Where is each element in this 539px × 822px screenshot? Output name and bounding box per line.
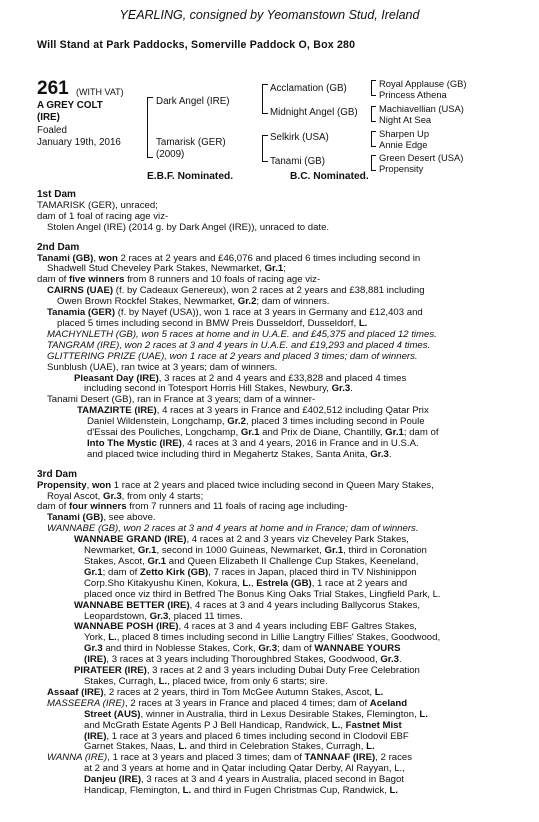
third-dam-line: WANNABE BETTER (IRE), 4 races at 3 and 4 years including Ballycorus Stakes,: [74, 599, 421, 611]
pedigree-ss: Acclamation (GB): [270, 83, 347, 94]
second-dam-line: dam of five winners from 8 runners and 10 foals of racing age viz-: [37, 274, 321, 286]
bc-nominated: B.C. Nominated.: [290, 171, 369, 182]
third-dam-line: Street (AUS), winner in Australia, third in Lexus Desirable Stakes, Flemington, L.: [84, 708, 428, 720]
pedigree-brace-dd: [371, 155, 376, 171]
second-dam-line: Shadwell Stud Cheveley Park Stakes, Newmarket, Gr.1;: [47, 263, 286, 275]
third-dam-line: Corp.Sho Kitakyushu Kinen, Kokura, L., Estrela (GB), 1 race at 2 years and: [84, 577, 408, 589]
foaled-label: Foaled: [37, 125, 67, 136]
pedigree-sss: Royal Applause (GB): [379, 78, 467, 89]
pedigree-sire: Dark Angel (IRE): [156, 96, 230, 107]
pedigree-brace-sd: [371, 106, 376, 122]
first-dam-line: TAMARISK (GER), unraced;: [37, 199, 158, 211]
second-dam-heading: 2nd Dam: [37, 241, 80, 253]
third-dam-line: WANNA (IRE), 1 race at 3 years and placed 3 times; dam of TANNAAF (IRE), 2 races: [47, 752, 413, 764]
third-dam-line: Stakes, Curragh, L., placed twice, from only 6 starts; sire.: [84, 675, 328, 687]
third-dam-line: Handicap, Flemington, L. and third in Fugen Christmas Cup, Randwick, L.: [84, 785, 399, 797]
second-dam-line: placed 5 times including second in BMW Preis Dusseldorf, Dusseldorf, L.: [57, 317, 368, 329]
third-dam-line: Garnet Stakes, Naas, L. and third in Celebration Stakes, Curragh, L.: [84, 741, 375, 753]
lot-number: 261: [37, 78, 69, 99]
third-dam-line: Propensity, won 1 race at 2 years and placed twice including second in Queen Mary Stakes,: [37, 479, 434, 491]
pedigree-sd: Midnight Angel (GB): [270, 107, 358, 118]
pedigree-dds: Green Desert (USA): [379, 152, 464, 163]
third-dam-line: placed once viz third in Betfred The Bonus King Oaks Trial Stakes, Lingfield Park, L.: [84, 588, 441, 600]
third-dam-line: (IRE), 3 races at 3 years including Thoroughbred Stakes, Goodwood, Gr.3.: [84, 654, 402, 666]
pedigree-brace-ss: [371, 80, 376, 96]
pedigree-brace-main: [147, 97, 153, 158]
second-dam-line: and placed twice including third in Megahertz Stakes, Santa Anita, Gr.3.: [87, 448, 392, 460]
third-dam-line: Leopardstown, Gr.3, placed 11 times.: [84, 610, 243, 622]
second-dam-line: Pleasant Day (IRE), 3 races at 2 and 4 years and £33,828 and placed 4 times: [74, 372, 407, 384]
first-dam-line: Stolen Angel (IRE) (2014 g. by Dark Angel (IRE)), unraced to date.: [47, 221, 330, 233]
third-dam-line: and McGrath Estate Agents P J Bell Handicap, Randwick, L., Fastnet Mist: [84, 719, 402, 731]
second-dam-line: Tanamia (GER) (f. by Nayef (USA)), won 1 race at 3 years in Germany and £12,403 and: [47, 307, 423, 319]
pedigree-dss: Sharpen Up: [379, 128, 430, 139]
pedigree-dam-year: (2009): [156, 149, 185, 160]
second-dam-line: Tanami Desert (GB), ran in France at 3 years; dam of a winner-: [47, 394, 316, 406]
pedigree-brace-dam: [262, 135, 268, 162]
third-dam-line: Gr.3 and third in Noblesse Stakes, Cork, Gr.3; dam of WANNABE YOURS: [84, 643, 401, 655]
third-dam-line: WANNABE GRAND (IRE), 4 races at 2 and 3 years viz Cheveley Park Stakes,: [74, 534, 409, 546]
third-dam-line: (IRE), 1 race at 3 years and placed 6 times including second in Clodovil EBF: [84, 730, 409, 742]
third-dam-heading: 3rd Dam: [37, 468, 78, 480]
pedigree-ssd: Princess Athena: [379, 89, 447, 100]
second-dam-line: Tanami (GB), won 2 races at 2 years and £46,076 and placed 6 times including second in: [37, 252, 421, 264]
second-dam-line: TANGRAM (IRE), won 2 races at 3 and 4 years in U.A.E. and £19,293 and placed 4 times.: [47, 339, 431, 351]
third-dam-line: WANNABE POSH (IRE), 4 races at 3 and 4 years including EBF Galtres Stakes,: [74, 621, 417, 633]
pedigree-brace-sire: [262, 84, 268, 114]
second-dam-line: TAMAZIRTE (IRE), 4 races at 3 years in France and £402,512 including Qatar Prix: [77, 405, 429, 417]
catalogue-body: [37, 190, 527, 797]
second-dam-line: including second in Totesport Horris Hill Stakes, Newbury, Gr.3.: [84, 383, 353, 395]
pedigree-sdd: Night At Sea: [379, 114, 432, 125]
lot-description-origin: (IRE): [37, 112, 60, 123]
second-dam-line: d'Essai des Pouliches, Longchamp, Gr.1 and Prix de Diane, Chantilly, Gr.1; dam of: [87, 427, 439, 439]
third-dam-line: Newmarket, Gr.1, second in 1000 Guineas, Newmarket, Gr.1, third in Coronation: [84, 545, 427, 557]
first-dam-line: dam of 1 foal of racing age viz-: [37, 210, 169, 222]
third-dam-line: MASSEERA (IRE), 2 races at 3 years in France and placed 4 times; dam of Aceland: [47, 697, 408, 709]
page-header: YEARLING, consigned by Yeomanstown Stud, Ireland: [119, 8, 420, 22]
third-dam-line: Tanami (GB), see above.: [47, 512, 156, 524]
pedigree-ds: Selkirk (USA): [270, 132, 329, 143]
second-dam-line: MACHYNLETH (GB), won 5 races at home and in U.A.E. and £45,375 and placed 12 times.: [47, 328, 437, 340]
third-dam-line: Assaaf (IRE), 2 races at 2 years, third in Tom McGee Autumn Stakes, Ascot, L.: [47, 686, 384, 698]
vat-note: (WITH VAT): [76, 87, 124, 97]
second-dam-line: Daniel Wildenstein, Longchamp, Gr.2, placed 3 times including second in Poule: [87, 416, 425, 428]
third-dam-line: dam of four winners from 7 runners and 11 foals of racing age including-: [37, 501, 348, 513]
second-dam-line: Owen Brown Rockfel Stakes, Newmarket, Gr.2; dam of winners.: [57, 296, 330, 308]
second-dam-line: Sunblush (UAE), ran twice at 3 years; dam of winners.: [47, 361, 278, 373]
third-dam-line: Royal Ascot, Gr.3, from only 4 starts;: [47, 490, 204, 502]
third-dam-line: at 2 and 3 years at home and in Qatar including Qatar Derby, Al Rayyan, L.,: [84, 763, 405, 775]
first-dam-heading: 1st Dam: [37, 189, 76, 200]
foaled-date: January 19th, 2016: [37, 137, 121, 148]
ebf-nominated: E.B.F. Nominated.: [147, 171, 234, 182]
pedigree-sds: Machiavellian (USA): [379, 103, 464, 114]
pedigree-ddd: Propensity: [379, 163, 424, 174]
third-dam-line: Stakes, Ascot, Gr.1 and Queen Elizabeth II Challenge Cup Stakes, Keeneland,: [84, 556, 419, 567]
stand-location: Will Stand at Park Paddocks, Somerville Paddock O, Box 280: [37, 39, 356, 51]
second-dam-line: GLITTERING PRIZE (UAE), won 1 race at 2 years and placed 3 times; dam of winners.: [47, 350, 418, 362]
pedigree-dd: Tanami (GB): [270, 156, 325, 167]
third-dam-line: Danjeu (IRE), 3 races at 3 and 4 years in Australia, placed second in Bagot: [84, 774, 404, 786]
second-dam-line: CAIRNS (UAE) (f. by Cadeaux Genereux), won 2 races at 2 years and £38,881 including: [47, 285, 425, 297]
third-dam-line: Gr.1; dam of Zetto Kirk (GB), 7 races in Japan, placed third in TV Nishinippon: [84, 566, 417, 578]
lot-description: A GREY COLT: [37, 100, 103, 111]
pedigree-brace-ds: [371, 131, 376, 147]
second-dam-line: Into The Mystic (IRE), 4 races at 3 and 4 years, 2016 in France and in U.S.A.: [87, 437, 419, 449]
third-dam-line: PIRATEER (IRE), 3 races at 2 and 3 years including Dubai Duty Free Celebration: [74, 665, 420, 677]
third-dam-line: WANNABE (GB), won 2 races at 3 and 4 years at home and in France; dam of winners.: [47, 523, 419, 535]
third-dam-line: York, L., placed 8 times including second in Lillie Langtry Fillies' Stakes, Goodwood,: [84, 632, 441, 644]
pedigree-dam: Tamarisk (GER): [156, 137, 226, 148]
pedigree-dsd: Annie Edge: [379, 139, 428, 150]
